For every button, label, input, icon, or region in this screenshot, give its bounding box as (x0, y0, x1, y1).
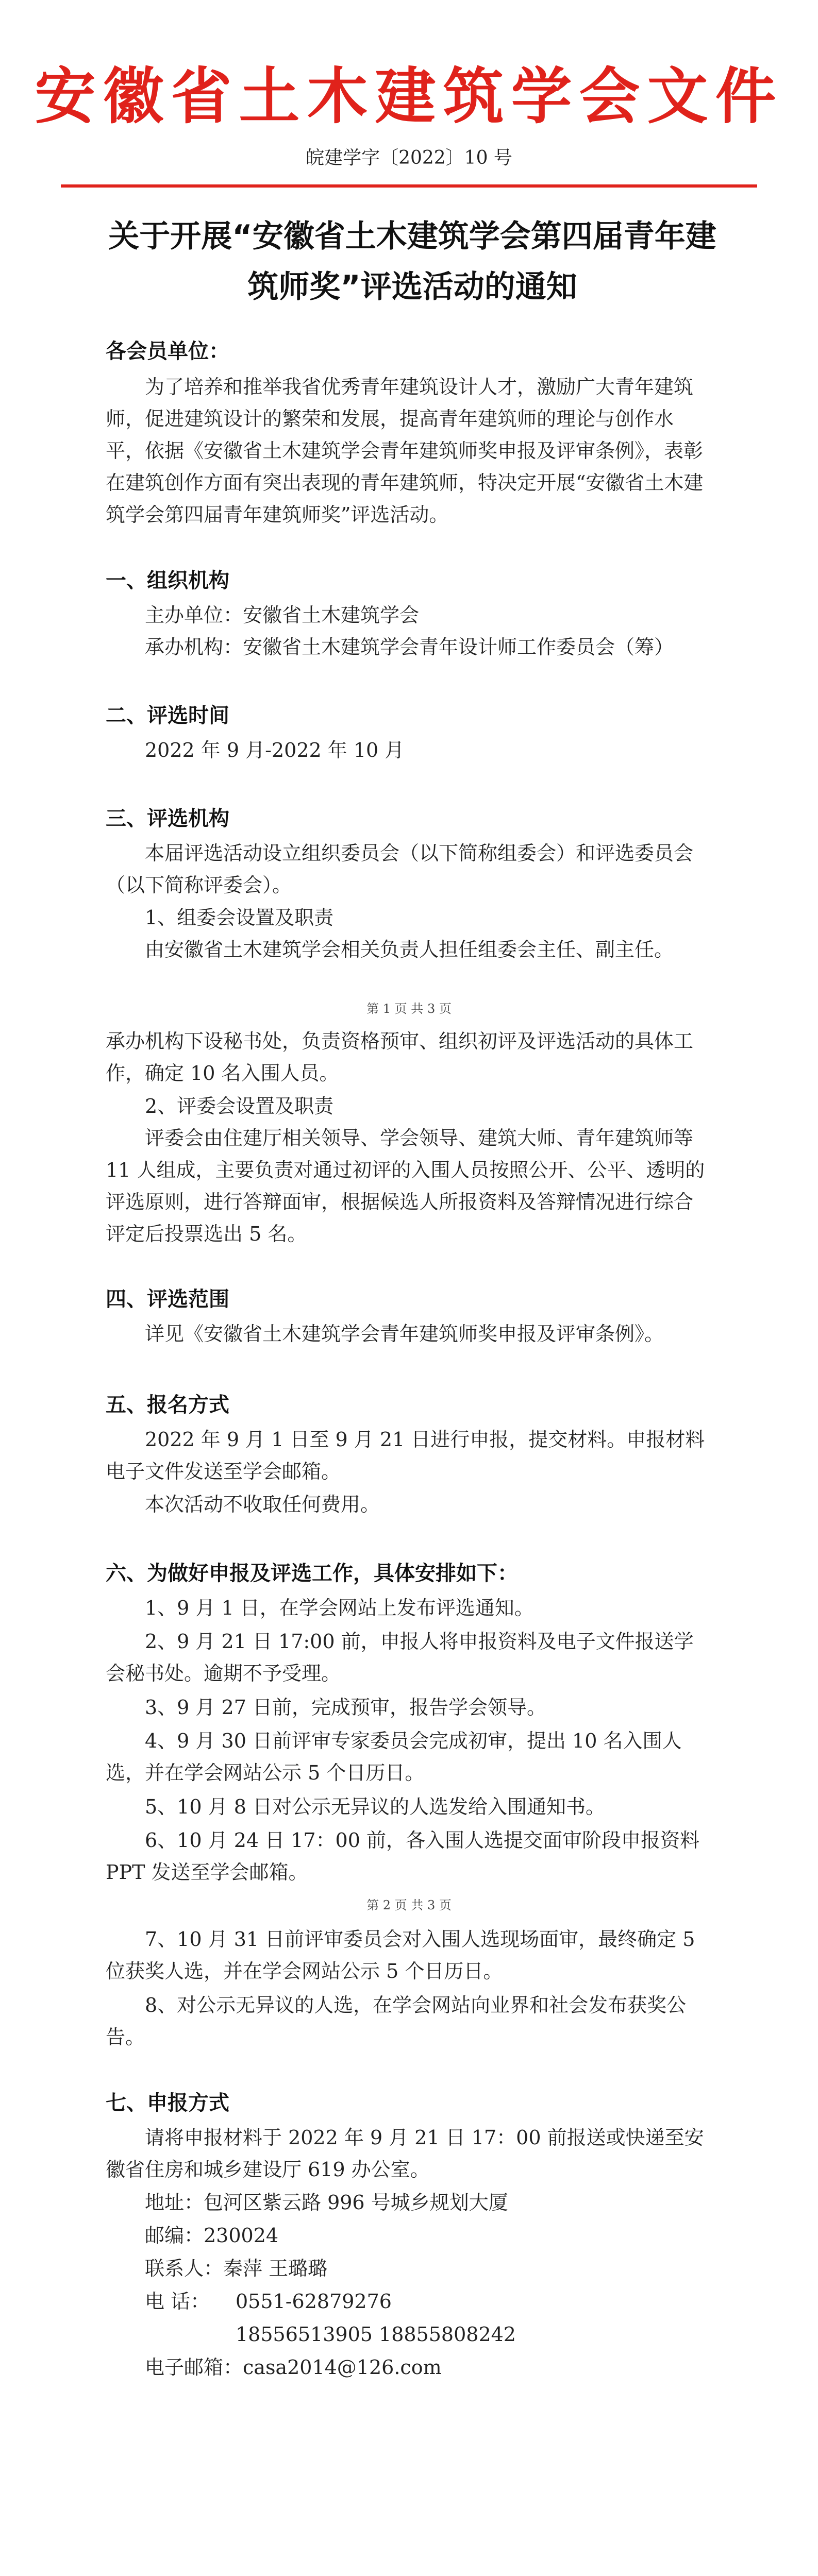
schedule-item: 7、10 月 31 日前评审委员会对入围人选现场面审，最终确定 5 位获奖人选，并在学会网站公示 5 个日历日。 (106, 1928, 695, 1982)
committee-duty-2: 评委会由住建厅相关领导、学会领导、建筑大师、青年建筑师等 11 人组成，主要负责对通过初评的入围人员按照公开、公平、透明的评选原则，进行答辩面审，根据候选人所报资料及答辩情况进行综合评定后投票选出 5 名。 (106, 1127, 705, 1245)
scope-text: 详见《安徽省土木建筑学会青年建筑师奖申报及评审条例》。 (145, 1323, 664, 1345)
committee-subtitle-1: 1、组委会设置及职责 (145, 906, 334, 929)
committee-subtitle-2: 2、评委会设置及职责 (145, 1095, 334, 1117)
section-heading-bodies: 三、评选机构 (106, 806, 229, 831)
committee-duty-1: 由安徽省土木建筑学会相关负责人担任组委会主任、副主任。 (145, 938, 674, 961)
organizer-unit: 承办机构：安徽省土木建筑学会青年设计师工作委员会（筹） (145, 636, 674, 658)
postcode-line: 邮编：230024 (145, 2224, 279, 2247)
header-divider (61, 184, 757, 188)
section-heading-time: 二、评选时间 (106, 703, 229, 727)
section-heading-schedule: 六、为做好申报及评选工作，具体安排如下： (106, 1561, 518, 1585)
schedule-item: 2、9 月 21 日 17:00 前，申报人将申报资料及电子文件报送学会秘书处。逾期不予受理。 (106, 1630, 694, 1685)
intro-paragraph: 为了培养和推举我省优秀青年建筑设计人才，激励广大青年建筑师，促进建筑设计的繁荣和发展，提高青年建筑师的理论与创作水平，依据《安徽省土木建筑学会青年建筑师奖申报及评审条例》，表彰在建筑创作方面有突出表现的青年建筑师，特决定开展“安徽省土木建筑学会第四届青年建筑师奖”评选活动。 (106, 376, 704, 526)
phone-label: 电 话： (145, 2290, 210, 2313)
schedule-item: 4、9 月 30 日前评审专家委员会完成初审，提出 10 名入围人选，并在学会网站公示 5 个日历日。 (106, 1730, 682, 1784)
committee-duty-1-cont: 承办机构下设秘书处，负责资格预审、组织初评及评选活动的具体工作，确定 10 名入围人员。 (106, 1030, 694, 1084)
page-marker-2: 第 2 页 共 3 页 (366, 1898, 452, 1912)
phone-number-1: 0551-62879276 (236, 2290, 392, 2313)
bodies-intro: 本届评选活动设立组织委员会（以下简称组委会）和评选委员会（以下简称评委会）。 (106, 842, 694, 896)
document-number: 皖建学字〔2022〕10 号 (306, 147, 512, 168)
address-line: 地址：包河区紫云路 996 号城乡规划大厦 (145, 2191, 508, 2214)
schedule-item: 1、9 月 1 日，在学会网站上发布评选通知。 (145, 1597, 534, 1619)
submission-text: 请将申报材料于 2022 年 9 月 21 日 17：00 前报送或快递至安徽省住房和城乡建设厅 619 办公室。 (106, 2126, 704, 2181)
schedule-item: 3、9 月 27 日前，完成预审，报告学会领导。 (145, 1696, 546, 1719)
phone-number-2: 18556513905 18855808242 (236, 2323, 516, 2346)
section-heading-registration: 五、报名方式 (106, 1393, 229, 1417)
section-heading-organization: 一、组织机构 (106, 568, 229, 592)
section-heading-submission: 七、申报方式 (106, 2091, 229, 2115)
schedule-item: 5、10 月 8 日对公示无异议的人选发给入围通知书。 (145, 1795, 605, 1818)
email-line: 电子邮箱：casa2014@126.com (145, 2356, 442, 2379)
schedule-item: 6、10 月 24 日 17：00 前，各入围人选提交面审阶段申报资料 PPT 发送至学会邮箱。 (106, 1829, 699, 1884)
schedule-item: 8、对公示无异议的人选，在学会网站向业界和社会发布获奖公告。 (106, 1994, 687, 2048)
host-unit: 主办单位：安徽省土木建筑学会 (145, 604, 420, 626)
section-heading-scope: 四、评选范围 (106, 1287, 229, 1311)
document-header-title: 安徽省土木建筑学会文件 (35, 61, 783, 132)
salutation: 各会员单位： (106, 339, 229, 363)
registration-fee-note: 本次活动不收取任何费用。 (145, 1493, 380, 1516)
notice-title: 关于开展“安徽省土木建筑学会第四届青年建筑师奖”评选活动的通知 (108, 218, 716, 305)
contact-line: 联系人：秦萍 王璐璐 (145, 2257, 328, 2280)
selection-period: 2022 年 9 月-2022 年 10 月 (145, 739, 405, 761)
registration-text: 2022 年 9 月 1 日至 9 月 21 日进行申报，提交材料。申报材料电子文件发送至学会邮箱。 (106, 1428, 705, 1483)
page-marker-1: 第 1 页 共 3 页 (366, 1002, 452, 1016)
